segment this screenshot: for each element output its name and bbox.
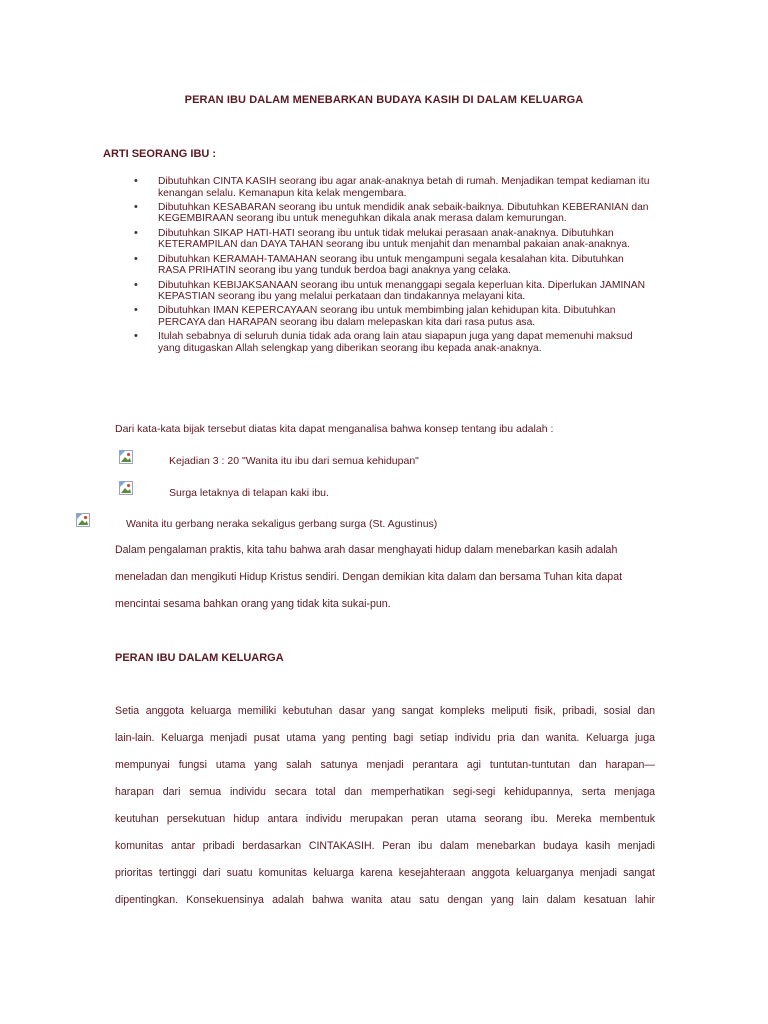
quote-genesis: Kejadian 3 : 20 "Wanita itu ibu dari semua kehidupan" [169, 455, 419, 467]
list-item: • Dibutuhkan CINTA KASIH seorang ibu agar anak-anaknya betah di rumah. Menjadikan tempat kediaman itu kenangan selalu. Kemanapun kita kelak mengembara. [134, 176, 654, 199]
paragraph-line: Setia anggota keluarga memiliki kebutuhan dasar yang sangat kompleks meliputi fisik, pribadi, sosial dan [115, 705, 655, 717]
broken-image-icon [76, 513, 90, 527]
bullet-list [134, 176, 654, 357]
paragraph-line: keutuhan persekutuan hidup antara individu merupakan peran utama seorang ibu. Mereka membentuk [115, 813, 655, 825]
section-heading-arti-ibu: ARTI SEORANG IBU : [103, 148, 217, 160]
closing-paragraph [115, 537, 675, 618]
paragraph-line: mempunyai fungsi utama yang salah satunya menjadi perantara agi tuntutan-tuntutan dan harapan— [115, 759, 655, 771]
paragraph-line: harapan dari semua individu secara total dan memperhatikan segi-segi kehidupannya, serta menjaga [115, 786, 655, 798]
list-item: • Dibutuhkan SIKAP HATI-HATI seorang ibu untuk tidak melukai perasaan anak-anaknya. Dibutuhkan KETERAMPILAN dan DAYA TAHAN seorang ibu untuk menjahit dan menambal pakaian anak-anaknya. [134, 228, 654, 251]
intro-text: Dari kata-kata bijak tersebut diatas kita dapat menganalisa bahwa konsep tentang ibu adalah : [115, 423, 554, 435]
list-item: • Dibutuhkan KESABARAN seorang ibu untuk mendidik anak sebaik-baiknya. Dibutuhkan KEBERANIAN dan KEGEMBIRAAN seorang ibu untuk meneguhkan dikala anak merasa dalam kemurungan. [134, 202, 654, 225]
paragraph-line: komunitas antar pribadi berdasarkan CINTAKASIH. Peran ibu dalam menebarkan budaya kasih menjadi [115, 840, 655, 852]
quote-agustinus: Wanita itu gerbang neraka sekaligus gerbang surga (St. Agustinus) [126, 518, 438, 530]
paragraph-line: prioritas tertinggi dari suatu komunitas keluarga karena kesejahteraan anggota keluarganya menjadi sangat [115, 867, 655, 879]
broken-image-icon [119, 450, 133, 464]
paragraph-line: meneladan dan mengikuti Hidup Kristus sendiri. Dengan demikian kita dalam dan bersama Tuhan kita dapat [115, 571, 623, 583]
quote-surga: Surga letaknya di telapan kaki ibu. [169, 487, 329, 499]
page-title: PERAN IBU DALAM MENEBARKAN BUDAYA KASIH DI DALAM KELUARGA [184, 94, 584, 106]
paragraph-line: lain-lain. Keluarga menjadi pusat utama yang penting bagi setiap individu pria dan wanita. Keluarga juga [115, 732, 655, 744]
list-item: • Dibutuhkan KERAMAH-TAMAHAN seorang ibu untuk mengampuni segala kesalahan kita. Dibutuhkan RASA PRIHATIN seorang ibu yang tunduk berdoa bagi anaknya yang celaka. [134, 254, 654, 277]
paragraph-line: mencintai sesama bahkan orang yang tidak kita sukai-pun. [115, 598, 391, 610]
section-heading-peran-ibu: PERAN IBU DALAM KELUARGA [115, 652, 284, 664]
list-item: • Dibutuhkan KEBIJAKSANAAN seorang ibu untuk menanggapi segala keperluan kita. Diperlukan JAMINAN KEPASTIAN seorang ibu yang melalui perkataan dan tindakannya melayani kita. [134, 280, 654, 303]
broken-image-icon [119, 481, 133, 495]
body-paragraph [115, 698, 655, 914]
list-item: • Dibutuhkan IMAN KEPERCAYAAN seorang ibu untuk membimbing jalan kehidupan kita. Dibutuhkan PERCAYA dan HARAPAN seorang ibu dalam melepaskan kita dari rasa putus asa. [134, 305, 654, 328]
paragraph-line: dipentingkan. Konsekuensinya adalah bahwa wanita atau satu dengan yang lain dalam kesatuan lahir [115, 894, 655, 906]
paragraph-line: Dalam pengalaman praktis, kita tahu bahwa arah dasar menghayati hidup dalam menebarkan kasih adalah [115, 544, 618, 556]
list-item: • Itulah sebabnya di seluruh dunia tidak ada orang lain atau siapapun juga yang dapat memenuhi maksud yang ditugaskan Allah selengkap yang diberikan seorang ibu kepada anak-anaknya. [134, 331, 654, 354]
